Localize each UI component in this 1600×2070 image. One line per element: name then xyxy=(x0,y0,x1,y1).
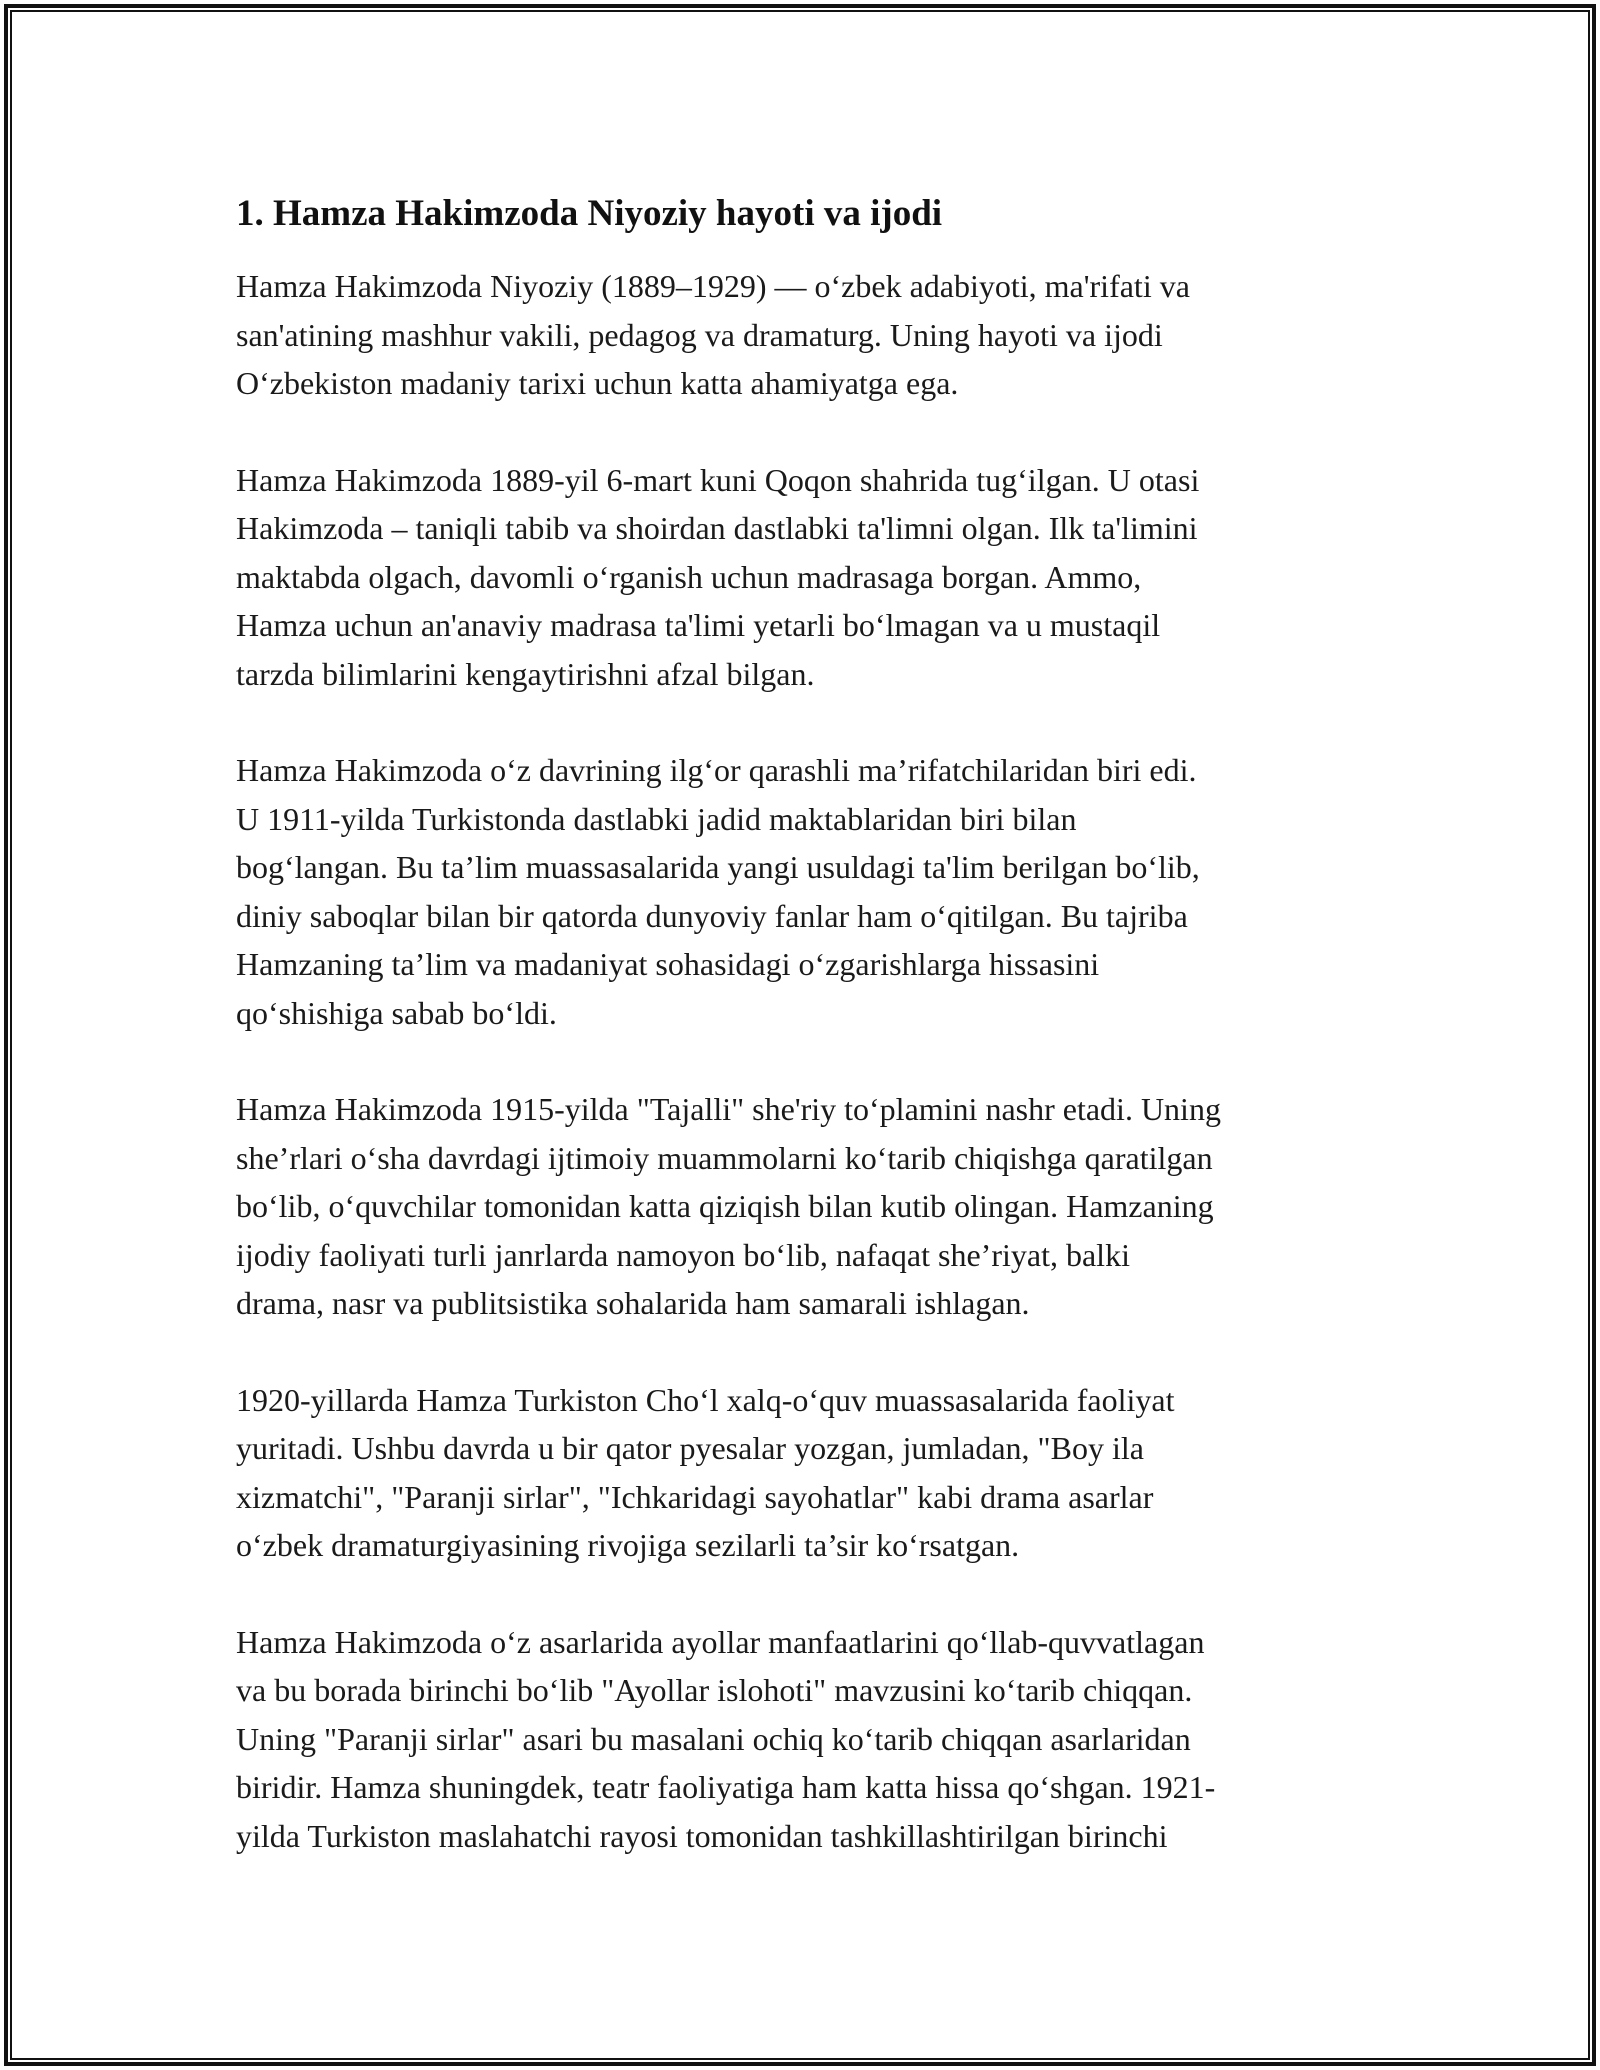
paragraph-line: Hamza Hakimzoda 1915-yilda "Tajalli" she'riy toʻplamini nashr etadi. Uning xyxy=(236,1091,1221,1127)
paragraph-line: maktabda olgach, davomli oʻrganish uchun madrasaga borgan. Ammo, xyxy=(236,558,1142,595)
paragraph-line: qoʻshishiga sabab boʻldi. xyxy=(236,994,557,1031)
paragraph-line: biridir. Hamza shuningdek, teatr faoliyatiga ham katta hissa qoʻshgan. 1921- xyxy=(236,1769,1216,1805)
paragraph-line: Hamza Hakimzoda Niyoziy (1889–1929) — oʻzbek adabiyoti, ma'rifati va xyxy=(236,268,1190,304)
paragraph-line: yilda Turkiston maslahatchi rayosi tomonidan tashkillashtirilgan birinchi xyxy=(236,1817,1168,1854)
paragraph-line: 1920-yillarda Hamza Turkiston Choʻl xalq-oʻquv muassasalarida faoliyat xyxy=(236,1381,1175,1418)
paragraph-line: ijodiy faoliyati turli janrlarda namoyon boʻlib, nafaqat she’riyat, balki xyxy=(236,1236,1130,1273)
paragraph-intro xyxy=(236,262,1376,408)
paragraph-early-life xyxy=(236,456,1376,699)
paragraph-line: Hamza Hakimzoda oʻz asarlarida ayollar manfaatlarini qoʻllab-quvvatlagan xyxy=(236,1623,1205,1660)
paragraph-line: yuritadi. Ushbu davrda u bir qator pyesalar yozgan, jumladan, "Boy ila xyxy=(236,1430,1144,1466)
document-body xyxy=(236,186,1376,1908)
paragraph-line: Uning "Paranji sirlar" asari bu masalani ochiq koʻtarib chiqqan asarlaridan xyxy=(236,1720,1191,1757)
paragraph-line: U 1911-yilda Turkistonda dastlabki jadid maktablaridan biri bilan xyxy=(236,800,1077,837)
paragraph-line: va bu borada birinchi boʻlib "Ayollar islohoti" mavzusini koʻtarib chiqqan. xyxy=(236,1672,1193,1708)
paragraph-enlightenment xyxy=(236,746,1376,1037)
paragraph-line: drama, nasr va publitsistika sohalarida ham samarali ishlagan. xyxy=(236,1285,1030,1321)
paragraph-line: Hamza uchun an'anaviy madrasa ta'limi yetarli boʻlmagan va u mustaqil xyxy=(236,607,1161,643)
paragraph-line: san'atining mashhur vakili, pedagog va dramaturg. Uning hayoti va ijodi xyxy=(236,316,1163,353)
paragraph-line: Hamza Hakimzoda 1889-yil 6-mart kuni Qoqon shahrida tugʻilgan. U otasi xyxy=(236,461,1200,498)
paragraph-line: boʻlib, oʻquvchilar tomonidan katta qiziqish bilan kutib olingan. Hamzaning xyxy=(236,1188,1214,1224)
paragraph-line: Hamzaning ta’lim va madaniyat sohasidagi oʻzgarishlarga hissasini xyxy=(236,946,1100,982)
paragraph-line: tarzda bilimlarini kengaytirishni afzal bilgan. xyxy=(236,655,815,692)
paragraph-1920s xyxy=(236,1376,1376,1570)
paragraph-line: bogʻlangan. Bu ta’lim muassasalarida yangi usuldagi ta'lim berilgan boʻlib, xyxy=(236,849,1200,885)
paragraph-line: xizmatchi", "Paranji sirlar", "Ichkaridagi sayohatlar" kabi drama asarlar xyxy=(236,1478,1154,1515)
paragraph-line: diniy saboqlar bilan bir qatorda dunyoviy fanlar ham oʻqitilgan. Bu tajriba xyxy=(236,897,1188,934)
paragraph-poetry xyxy=(236,1085,1376,1328)
paragraph-women-theatre xyxy=(236,1618,1376,1861)
paragraph-line: Hamza Hakimzoda oʻz davrining ilgʻor qarashli ma’rifatchilaridan biri edi. xyxy=(236,752,1197,788)
paragraph-line: Oʻzbekiston madaniy tarixi uchun katta ahamiyatga ega. xyxy=(236,365,959,401)
paragraph-line: oʻzbek dramaturgiyasining rivojiga sezilarli ta’sir koʻrsatgan. xyxy=(236,1527,1020,1563)
paragraph-line: Hakimzoda – taniqli tabib va shoirdan dastlabki ta'limni olgan. Ilk ta'limini xyxy=(236,510,1198,546)
document-title: 1. Hamza Hakimzoda Niyoziy hayoti va ijodi xyxy=(236,193,943,234)
paragraph-line: she’rlari oʻsha davrdagi ijtimoiy muammolarni koʻtarib chiqishga qaratilgan xyxy=(236,1139,1213,1176)
